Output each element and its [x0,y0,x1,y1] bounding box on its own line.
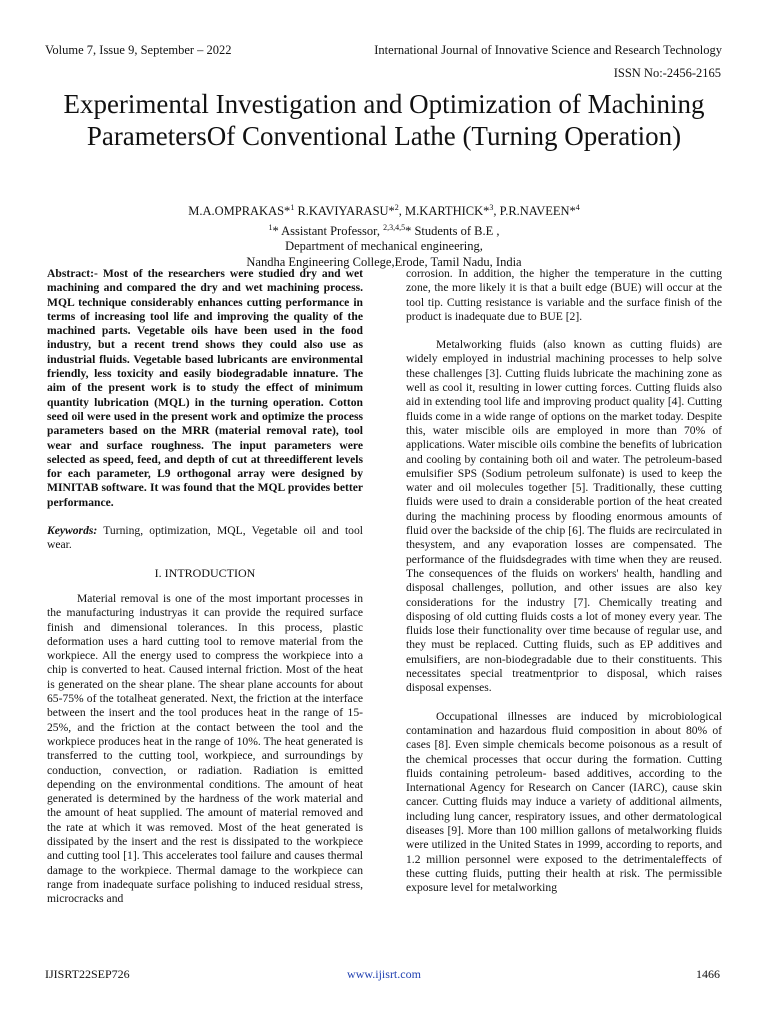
keywords [47,524,363,553]
role-1: * Assistant Professor, [272,223,384,238]
right-paragraph-0: corrosion. In addition, the higher the temperature in the cutting zone, the more likely it is that a built edge (BUE) will occur at the tool tip. Cutting resistance is variable and the surface finish of the product is inadequate due to BUE [2]. [406,267,722,323]
right-paragraph-1: Metalworking fluids (also known as cutting fluids) are widely employed in industrial machining processes to help solve these challenges [3]. Cutting fluids lubricate the machining zone as well as cool it, resulting in lower cutting forces. Cutting fluids also aid in extending tool life and improving product quality [4]. Cutting fluids come in a wide range of options on the market today. Despite this, water miscible oils are employed in more than 70% of applications. Water miscible oils combine the benefits of lubrication and cooling by containing both oil and water. The petroleum-based emulsifier SPS (Sodium petroleum sulfonate) is used to keep the water and oil molecules together [5]. Traditionally, these cutting fluids were used to drain a considerable portion of the heat created during the machining process by flooding enormous amounts of fluid over the backside of the chip [6]. The fluids are recirculated in thesystem, and any evaporation losses are compensated. The performance of the fluidsdegrades with time when they are reused. The consequences of the fluids on workers' health, handling and disposal challenges, pollution, and other issues are also key considerations for the industry [7]. Chemically treating and disposing of old cutting fluids costs a lot of money every year. The fluids lose their functionality over time because of regular use, and they must be replaced. Cutting fluids, such as EP additives and emulsifiers, are non-biodegradable due to their constituents. This necessitates special treatmentprior to disposal, which raises disposal expenses. [406,338,722,695]
author-2: R.KAVIYARASU* [294,204,395,219]
paper-title: Experimental Investigation and Optimization of Machining ParametersOf Conventional Lathe (Turning Operation) [63,89,705,151]
author-4-sup: 4 [575,203,580,212]
volume-info: Volume 7, Issue 9, September – 2022 [45,43,232,57]
author-3: , M.KARTHICK* [398,204,490,219]
author-1: M.A.OMPRAKAS* [188,204,291,219]
intro-paragraph-1: Material removal is one of the most important processes in the manufacturing industryas it can provide the required surface finish and dimensional tolerances. In this process, plastic deformation uses a hard cutting tool to remove material from the workpiece. All the energy used to compress the workpiece into a chip is converted to heat. Caused internal friction. Most of the heat is generated on the shear plane. The shear plane accounts for about 65-75% of the totalheat generated. Next, the friction at the interface between the insert and the tool produces heat in the range of 15-25%, and the friction at the contact between the tool and the workpiece produces heat in the range of 10%. The heat generated is transferred to the cutting tool, workpiece, and surroundings by conduction, convection, or radiation. Radiation is emitted depending on the environmental conditions. The amount of heat generated is determined by the hardness of the work material and the amount of heat supplied. The amount of material removed and the rate at which it was removed. Most of the heat generated is dissipated by the insert and the rest is dissipated to the workpiece and cutting tool [1]. This accelerates tool failure and causes thermal damage to the workpiece. Thermal damage to the workpiece can range from inadequate surface polishing to induced residual stress, microcracks and [47,591,363,906]
author-block [40,200,728,270]
role-sup-2: 2,3,4,5 [383,222,406,232]
page-number: 1466 [696,967,720,981]
section-heading-introduction: I. INTRODUCTION [154,565,256,580]
college: Nandha Engineering College,Erode, Tamil Nadu, India [246,254,522,269]
journal-name: International Journal of Innovative Science and Research Technology [374,43,722,57]
author-3-sup: 3 [489,203,494,212]
abstract: Abstract:- Most of the researchers were studied dry and wet machining and compared the dry and wet machining process. MQL technique considerably enhances cutting performance in terms of increasing tool life and improving the quality of the machined parts. Vegetable oils have been used in the food industry, but a recent trend shows they could also use as industrial fluids. Vegetable based lubricants are environmental friendly, less toxicity and easily biodegradable innature. The aim of the present work is to study the effect of minimum quantity lubrication (MQL) in the turning operation. Cotton seed oil were used in the present work and optimize the process parameters based on the MRR (material removal rate), tool wear and surface roughness. The input parameters were selected as speed, feed, and depth of cut at threedifferent levels for each parameter, L9 orthogonal array were designed by MINITAB software. It was found that the MQL provides better performance. [47,267,363,509]
journal-url-link[interactable]: www.ijisrt.com [347,967,421,981]
department: Department of mechanical engineering, [285,239,483,254]
author-names [40,200,728,220]
role-sup-1: 1 [268,222,273,232]
paper-id: IJISRT22SEP726 [45,967,130,981]
author-4: , P.R.NAVEEN* [493,204,576,219]
author-1-sup: 1 [290,203,295,212]
author-roles [40,220,728,240]
issn: ISSN No:-2456-2165 [613,66,721,80]
right-column [406,267,722,895]
keywords-label: Keywords: [47,524,98,538]
author-2-sup: 2 [394,203,399,212]
left-column [47,267,363,906]
role-2: * Students of B.E , [405,223,500,238]
right-paragraph-2: Occupational illnesses are induced by microbiological contamination and hazardous fluid composition in about 80% of cases [8]. Even simple chemicals become poisonous as a result of the chemical processes that occur during the formation. Cutting fluids containing petroleum- based additives, according to the International Agency for Research on Cancer (IARC), cause skin cancer. Cutting fluids may induce a variety of additional ailments, including lung cancer, respiratory issues, and other dermatological diseases [9]. More than 100 million gallons of metalworking fluids were utilized in the United States in 1999, according to reports, and 1.2 million personnel were exposed to the detrimentaleffects of these cutting fluids, putting their health at risk. The permissible exposure level for metalworking [406,709,722,895]
keywords-text: Turning, optimization, MQL, Vegetable oil and tool wear. [47,524,363,552]
